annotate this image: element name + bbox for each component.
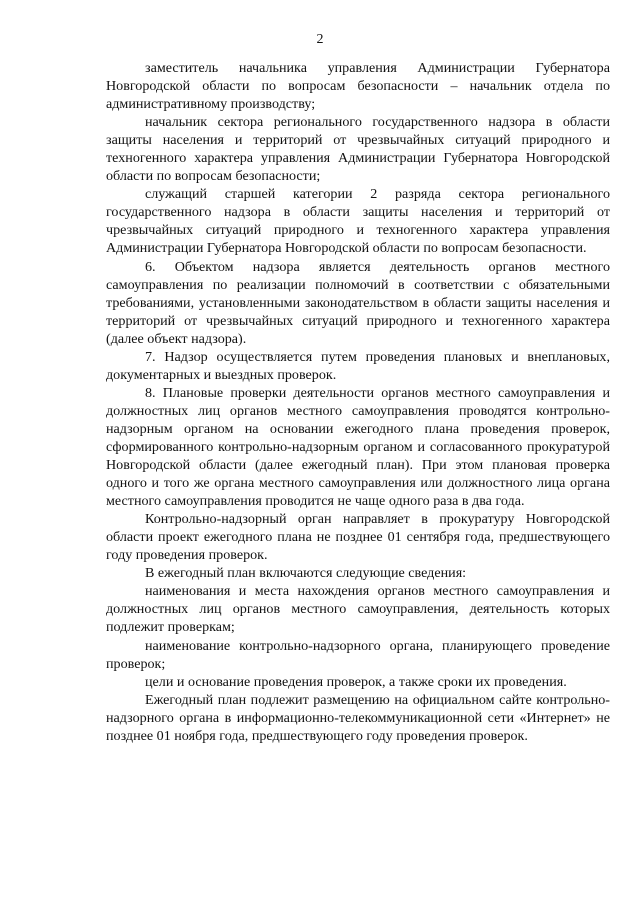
document-body [106, 59, 610, 745]
paragraph: наименование контрольно-надзорного органа, планирующего проведение проверок; [106, 637, 610, 672]
paragraph: Контрольно-надзорный орган направляет в прокуратуру Новгородской области проект ежегодного плана не позднее 01 сентября года, предшествующего году проведения проверок. [106, 511, 610, 564]
paragraph: служащий старшей категории 2 разряда сектора регионального государственного надзора в области защиты населения и территорий от чрезвычайных ситуаций природного и техногенного характера управления Администрации Губернатора Новгородской области по вопросам безопасности. [106, 186, 610, 257]
paragraph: 6. Объектом надзора является деятельность органов местного самоуправления по реализации полномочий в соответствии с обязательными требованиями, установленными законодательством в области защиты населения и территорий от чрезвычайных ситуаций природного и техногенного характера (далее объект надзора). [106, 258, 610, 347]
paragraph: 8. Плановые проверки деятельности органов местного самоуправления и должностных лиц органов местного самоуправления проводятся контрольно-надзорным органом на основании ежегодного плана проведения проверок, сформированного контрольно-надзорным органом и согласованного прокуратурой Новгородской области (далее ежегодный план). При этом плановая проверка одного и того же органа местного самоуправления или должностного лица органа местного самоуправления проводится не чаще одного раза в два года. [106, 384, 610, 510]
paragraph: заместитель начальника управления Администрации Губернатора Новгородской области по вопросам безопасности – начальник отдела по административному производству; [106, 60, 610, 113]
paragraph: начальник сектора регионального государственного надзора в области защиты населения и территорий от чрезвычайных ситуаций природного и техногенного характера управления Администрации Губернатора Новгородской области по вопросам безопасности; [106, 114, 610, 185]
paragraph: 7. Надзор осуществляется путем проведения плановых и внеплановых, документарных и выездных проверок. [106, 348, 610, 383]
paragraph: В ежегодный план включаются следующие сведения: [145, 565, 467, 582]
paragraph: Ежегодный план подлежит размещению на официальном сайте контрольно-надзорного органа в информационно-телекоммуникационной сети «Интернет» не позднее 01 ноября года, предшествующего году проведения проверок. [106, 691, 610, 744]
paragraph: наименования и места нахождения органов местного самоуправления и должностных лиц органов местного самоуправления, деятельность которых подлежит проверкам; [106, 583, 610, 636]
page-number: 2 [316, 32, 324, 47]
paragraph: цели и основание проведения проверок, а также сроки их проведения. [145, 673, 567, 690]
